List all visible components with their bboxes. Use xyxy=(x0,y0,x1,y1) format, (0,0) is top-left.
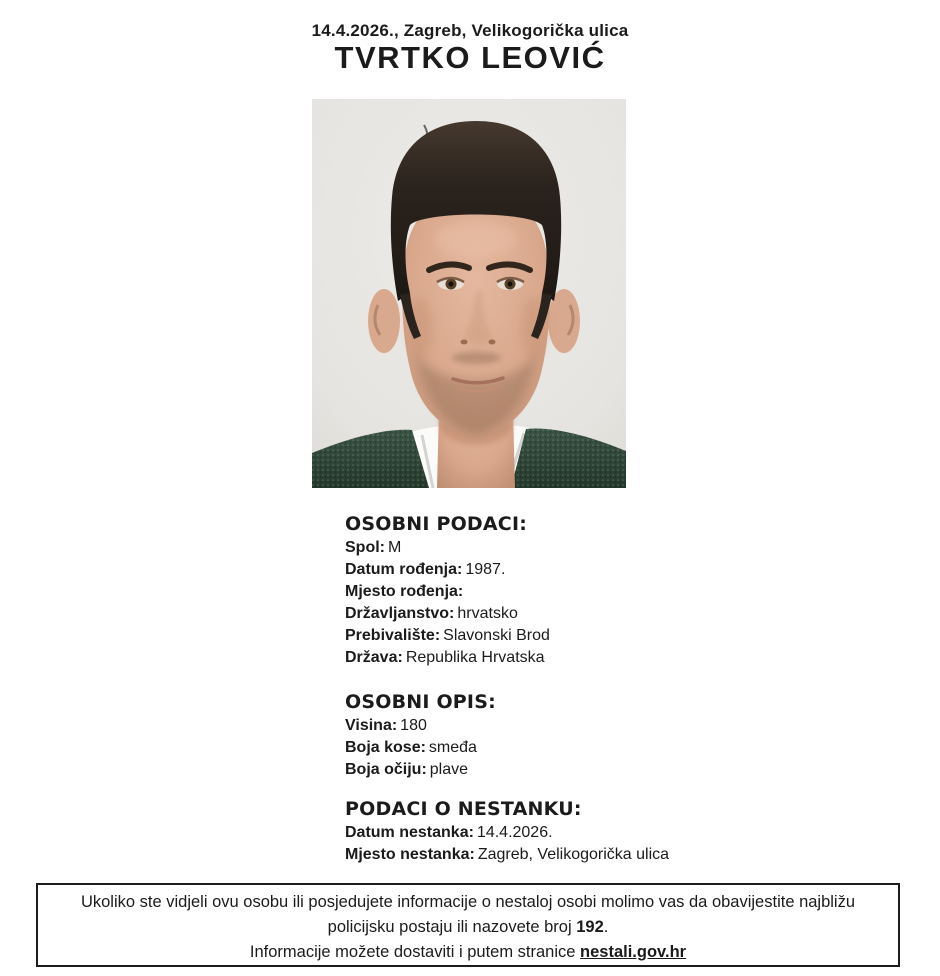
section-personal-data xyxy=(345,511,550,669)
date-location: 14.4.2026., Zagreb, Velikogorička ulica xyxy=(311,21,629,40)
contact-info-box xyxy=(36,883,900,967)
section-disappearance-data xyxy=(345,796,669,866)
field-mjesto-rodjenja: Mjesto rođenja: xyxy=(345,583,464,600)
section-title: OSOBNI OPIS: xyxy=(345,691,496,713)
field-prebivaliste: Prebivalište: Slavonski Brod xyxy=(345,627,550,644)
contact-line-2: policijsku postaju ili nazovete broj 192. xyxy=(327,918,609,936)
section-title: OSOBNI PODACI: xyxy=(345,513,528,535)
section-personal-description xyxy=(345,689,496,781)
nestali-gov-hr-link[interactable]: nestali.gov.hr xyxy=(580,943,687,961)
portrait-photo xyxy=(312,99,626,488)
field-spol: Spol: M xyxy=(345,539,402,556)
person-photo xyxy=(312,99,626,488)
person-name: TVRTKO LEOVIĆ xyxy=(334,40,606,75)
emergency-number: 192 xyxy=(576,918,604,936)
field-boja-ociju: Boja očiju: plave xyxy=(345,761,469,778)
field-visina: Visina: 180 xyxy=(345,717,427,734)
field-mjesto-nestanka: Mjesto nestanka: Zagreb, Velikogorička ulica xyxy=(345,846,670,863)
field-datum-nestanka: Datum nestanka: 14.4.2026. xyxy=(345,824,553,841)
field-drzava: Država: Republika Hrvatska xyxy=(345,649,545,666)
section-title: PODACI O NESTANKU: xyxy=(345,798,582,820)
field-datum-rodjenja: Datum rođenja: 1987. xyxy=(345,561,506,578)
contact-line-3: Informacije možete dostaviti i putem stranice nestali.gov.hr xyxy=(249,943,687,961)
contact-line-1: Ukoliko ste vidjeli ovu osobu ili posjedujete informacije o nestaloj osobi molimo vas da obavijestite najbližu xyxy=(80,893,856,911)
field-boja-kose: Boja kose: smeđa xyxy=(345,739,477,756)
field-drzavljanstvo: Državljanstvo: hrvatsko xyxy=(345,605,518,622)
